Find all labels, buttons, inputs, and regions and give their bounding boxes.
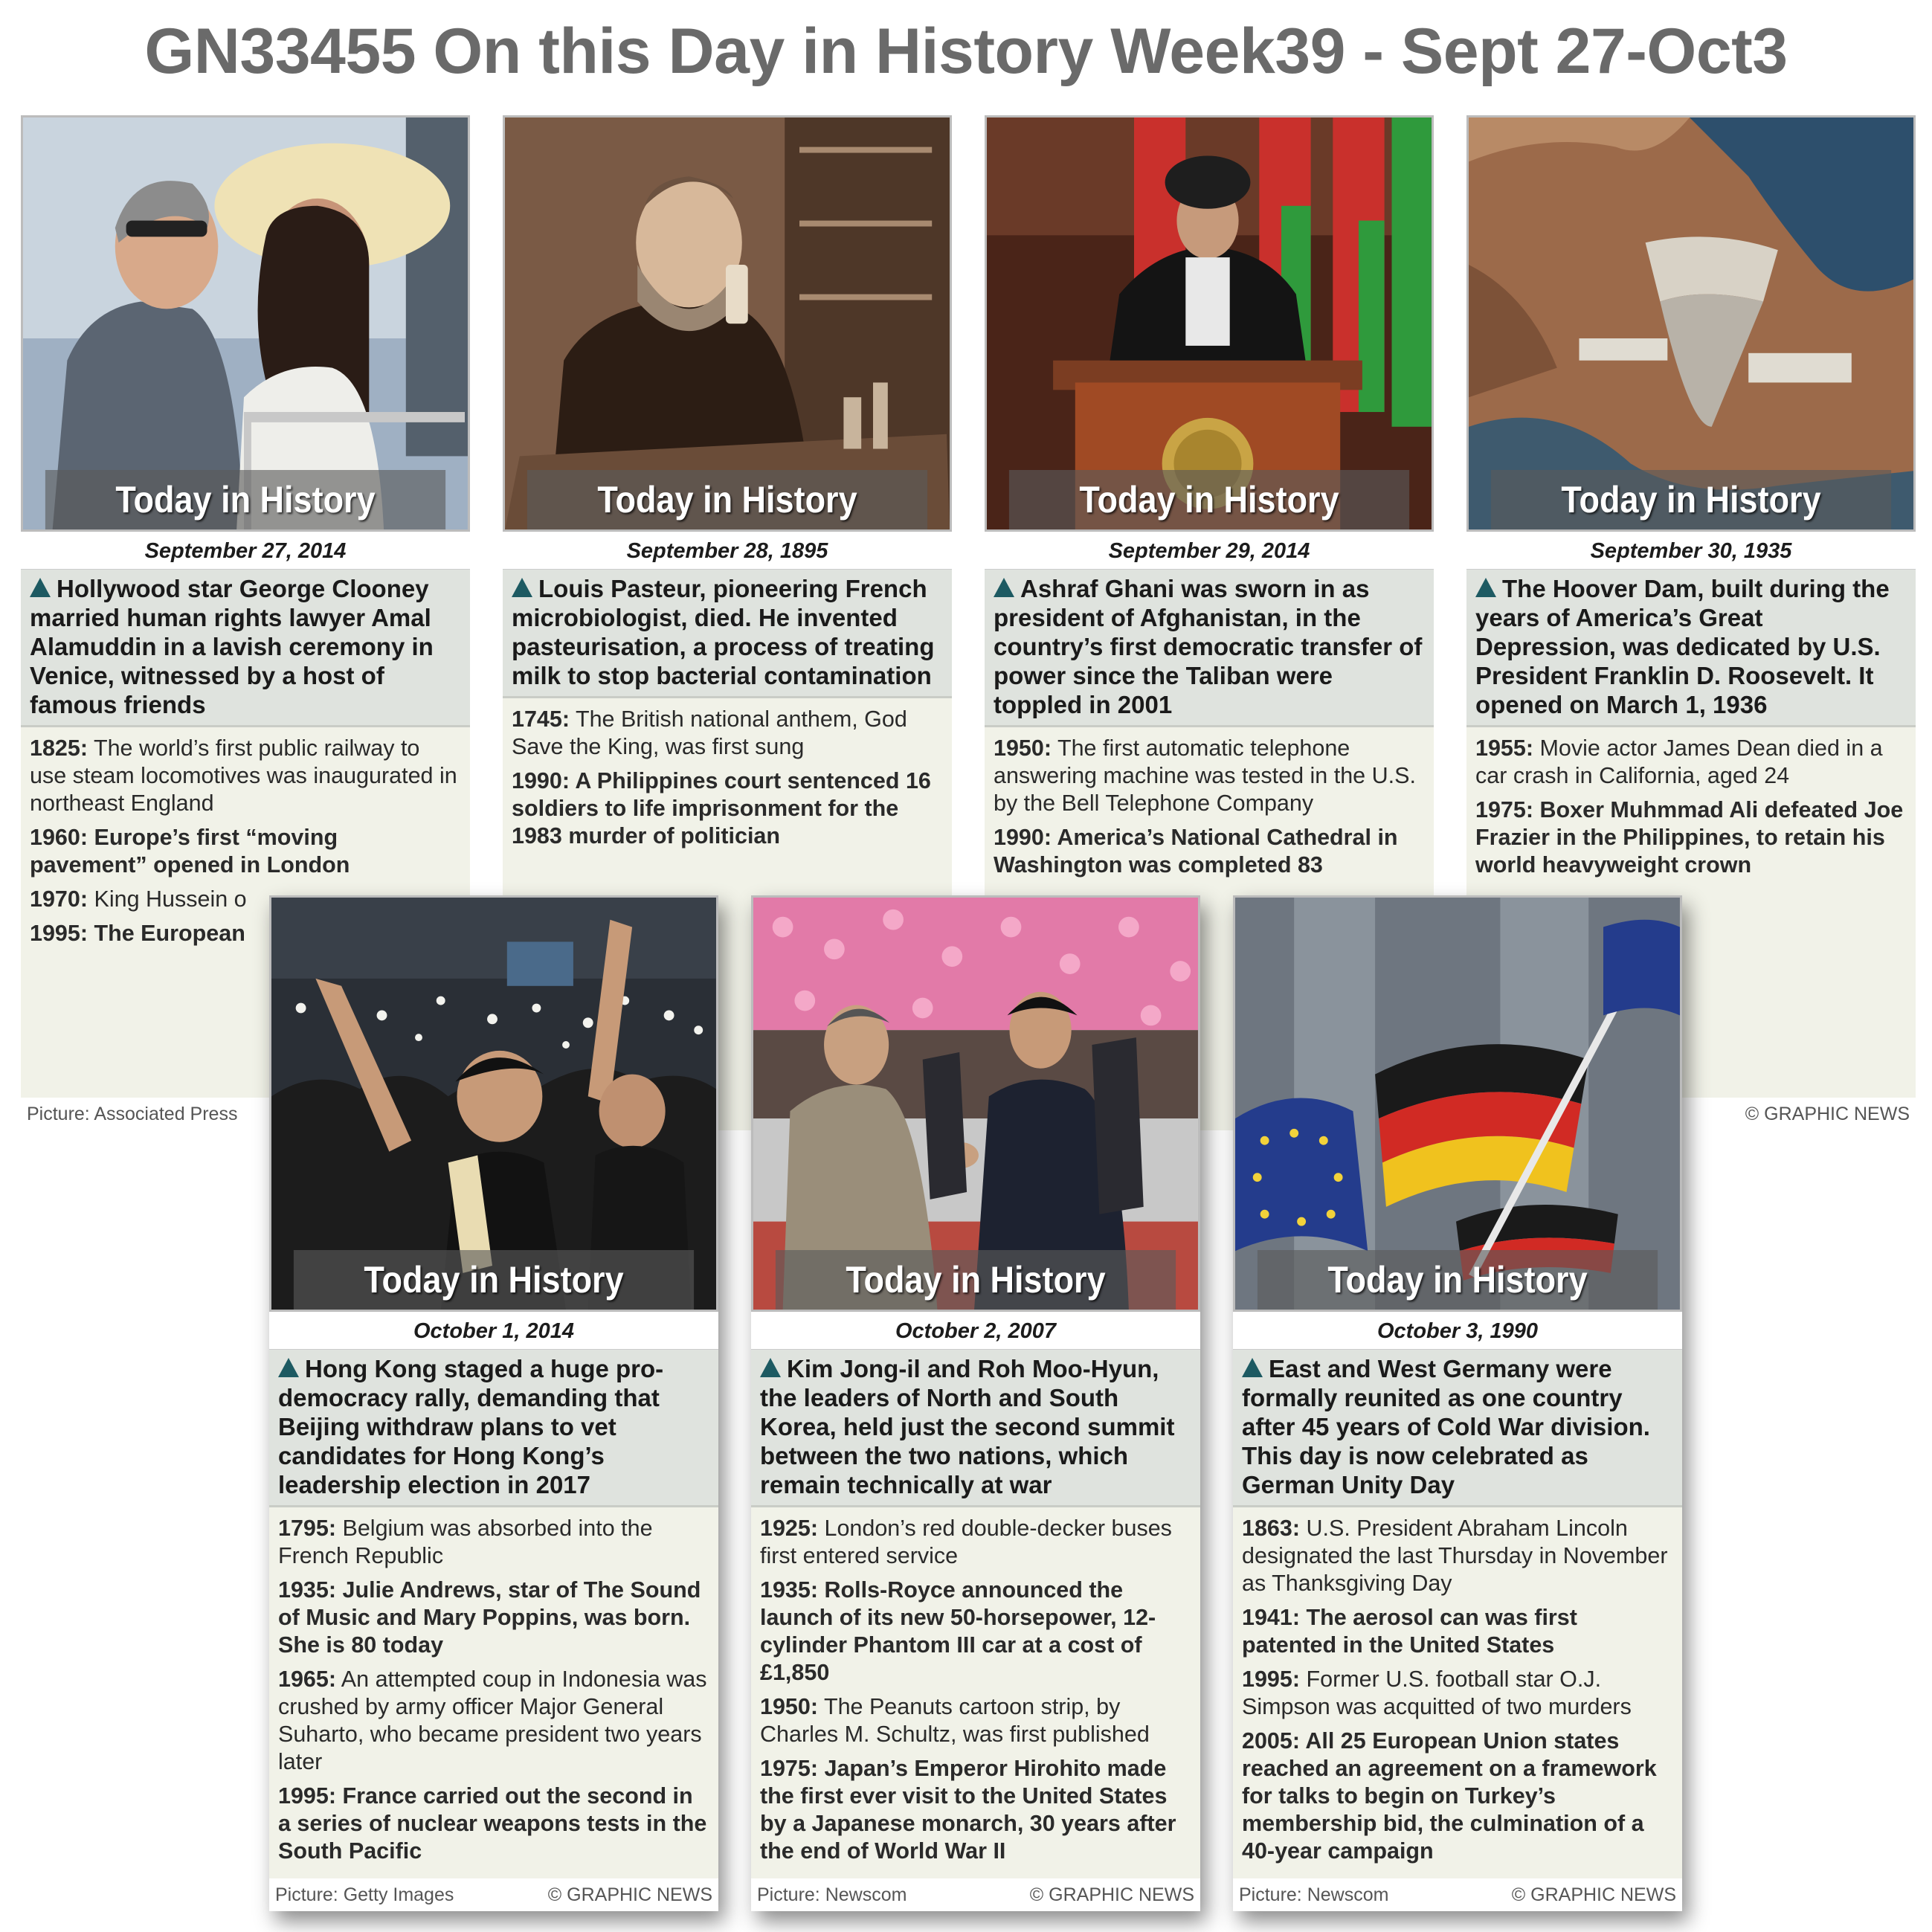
event-year: 2005: [1242, 1728, 1301, 1754]
event-year: 1990: [512, 768, 570, 793]
hoover-dam-photo-illustration [1469, 117, 1913, 529]
event-item [760, 1693, 1191, 1748]
card-lead-text: Hollywood star George Clooney married human rights lawyer Amal Alamuddin in a lavish ceremony in Venice, witnessed by a host of famous friends [30, 575, 434, 718]
event-year: 1995: [278, 1783, 337, 1809]
event-item [512, 767, 943, 850]
triangle-icon [994, 578, 1014, 597]
card-events [503, 698, 952, 861]
card-date: September 27, 2014 [21, 532, 470, 570]
card-lead-text: The Hoover Dam, built during the years of America’s Great Depression, was dedicated by U.S. President Franklin D. Roosevelt. It opened on March 1, 1936 [1475, 575, 1890, 718]
today-in-history-banner: Today in History [527, 470, 927, 529]
card-events [269, 1507, 718, 1876]
event-year: 1935: [760, 1577, 819, 1603]
event-year: 1935: [278, 1577, 337, 1603]
event-text: Rolls-Royce announced the launch of its new 50-horsepower, 12-cylinder Phantom III car at a cost of £1,850 [760, 1577, 1156, 1685]
event-year: 1745: [512, 706, 570, 732]
event-item [1242, 1604, 1673, 1659]
triangle-icon [1242, 1358, 1263, 1377]
copyright-notice: © GRAPHIC NEWS [1029, 1884, 1194, 1905]
history-card-oct1 [269, 895, 718, 1911]
korea-summit-photo-illustration [753, 898, 1198, 1310]
photo-louis-pasteur [503, 115, 952, 532]
event-year: 1955: [1475, 735, 1534, 761]
card-lead [21, 570, 470, 727]
triangle-icon [1475, 578, 1496, 597]
event-year: 1975: [1475, 797, 1534, 822]
event-item [1475, 735, 1907, 790]
card-credits [751, 1878, 1200, 1911]
card-lead-text: Kim Jong-il and Roh Moo-Hyun, the leaders of North and South Korea, held just the second summit between the two nations, which remain technically at war [760, 1355, 1175, 1498]
triangle-icon [278, 1358, 299, 1377]
event-year: 1925: [760, 1516, 819, 1541]
card-lead [269, 1350, 718, 1507]
event-item [278, 1666, 709, 1776]
event-text: The Peanuts cartoon strip, by Charles M. Schultz, was first published [760, 1694, 1150, 1747]
today-in-history-banner: Today in History [294, 1250, 694, 1310]
event-year: 1950: [760, 1694, 819, 1719]
history-card-oct3 [1233, 895, 1682, 1911]
event-text: All 25 European Union states reached an agreement on a framework for talks to begin on Turkey’s membership bid, the culmination of a 40-year campaign [1242, 1728, 1657, 1864]
card-lead-text: East and West Germany were formally reunited as one country after 45 years of Cold War division. This day is now celebrated as German Unity Day [1242, 1355, 1650, 1498]
event-item [760, 1577, 1191, 1687]
page-title: GN33455 On this Day in History Week39 - Sept 27-Oct3 [144, 16, 1788, 87]
card-lead-text: Ashraf Ghani was sworn in as president of Afghanistan, in the country’s first democratic transfer of power since the Taliban were toppled in 2001 [994, 575, 1423, 718]
event-text: France carried out the second in a series of nuclear weapons tests in the South Pacific [278, 1783, 707, 1864]
pasteur-photo-illustration [505, 117, 950, 529]
event-item [1242, 1727, 1673, 1865]
event-text: America’s National Cathedral in Washington was completed 83 [994, 825, 1398, 878]
event-item [760, 1755, 1191, 1865]
event-item [1242, 1515, 1673, 1597]
photo-hoover-dam [1466, 115, 1916, 532]
event-text: The aerosol can was first patented in the United States [1242, 1605, 1577, 1658]
event-year: 1825: [30, 735, 88, 761]
photo-korea-summit [751, 895, 1200, 1312]
copyright-notice: © GRAPHIC NEWS [1745, 1104, 1910, 1124]
today-in-history-banner: Today in History [776, 1250, 1176, 1310]
card-events [1233, 1507, 1682, 1876]
event-text: U.S. President Abraham Lincoln designated the last Thursday in November as Thanksgiving Day [1242, 1516, 1668, 1596]
card-events [985, 727, 1434, 890]
event-item [1242, 1666, 1673, 1721]
picture-credit: Picture: Associated Press [27, 1104, 238, 1124]
today-in-history-banner: Today in History [1491, 470, 1891, 529]
event-item [30, 735, 461, 817]
event-text: The world’s first public railway to use steam locomotives was inaugurated in northeast England [30, 735, 457, 816]
event-text: A Philippines court sentenced 16 soldiers to life imprisonment for the 1983 murder of politician [512, 768, 931, 849]
photo-german-unity [1233, 895, 1682, 1312]
event-year: 1795: [278, 1516, 337, 1541]
event-year: 1970: [30, 886, 88, 912]
event-year: 1950: [994, 735, 1052, 761]
card-lead [1233, 1350, 1682, 1507]
event-item [1475, 796, 1907, 879]
picture-credit: Picture: Newscom [1239, 1884, 1389, 1905]
event-year: 1960: [30, 825, 88, 850]
event-item [278, 1577, 709, 1659]
event-year: 1995: [1242, 1667, 1301, 1692]
card-date: September 30, 1935 [1466, 532, 1916, 570]
today-in-history-banner: Today in History [1258, 1250, 1658, 1310]
event-text: Europe’s first “moving pavement” opened in London [30, 825, 350, 878]
history-card-oct2 [751, 895, 1200, 1911]
picture-credit: Picture: Getty Images [275, 1884, 454, 1905]
card-lead-text: Louis Pasteur, pioneering French microbiologist, died. He invented pasteurisation, a process of treating milk to stop bacterial contamination [512, 575, 935, 689]
triangle-icon [30, 578, 51, 597]
event-text: Movie actor James Dean died in a car crash in California, aged 24 [1475, 735, 1883, 788]
event-text: King Hussein o [88, 886, 247, 912]
event-text: The British national anthem, God Save the King, was first sung [512, 706, 907, 759]
photo-hong-kong-rally [269, 895, 718, 1312]
event-item [994, 824, 1425, 879]
today-in-history-banner: Today in History [1009, 470, 1409, 529]
event-text: Former U.S. football star O.J. Simpson was acquitted of two murders [1242, 1667, 1632, 1719]
hong-kong-rally-photo-illustration [271, 898, 716, 1310]
event-year: 1975: [760, 1756, 819, 1781]
card-date: September 29, 2014 [985, 532, 1434, 570]
card-events [1466, 727, 1916, 890]
triangle-icon [760, 1358, 781, 1377]
event-text: Japan’s Emperor Hirohito made the first ever visit to the United States by a Japanese monarch, 30 years after the end of World War II [760, 1756, 1176, 1864]
event-item [278, 1515, 709, 1570]
card-date: October 3, 1990 [1233, 1312, 1682, 1350]
ghani-photo-illustration [987, 117, 1432, 529]
card-lead [503, 570, 952, 698]
event-text: The European [88, 921, 245, 946]
copyright-notice: © GRAPHIC NEWS [547, 1884, 712, 1905]
event-text: An attempted coup in Indonesia was crushed by army officer Major General Suharto, who became president two years later [278, 1667, 707, 1774]
card-lead-text: Hong Kong staged a huge pro-democracy rally, demanding that Beijing withdraw plans to vet candidates for Hong Kong’s leadership election in 2017 [278, 1355, 664, 1498]
card-credits [1233, 1878, 1682, 1911]
event-year: 1990: [994, 825, 1052, 850]
today-in-history-banner: Today in History [45, 470, 445, 529]
event-text: Boxer Muhmmad Ali defeated Joe Frazier in the Philippines, to retain his world heavyweight crown [1475, 797, 1904, 878]
card-date: October 2, 2007 [751, 1312, 1200, 1350]
card-lead [751, 1350, 1200, 1507]
event-item [512, 706, 943, 761]
event-item [994, 735, 1425, 817]
card-events [751, 1507, 1200, 1876]
event-item [30, 824, 461, 879]
card-lead [985, 570, 1434, 727]
event-text: Belgium was absorbed into the French Republic [278, 1516, 653, 1568]
event-item [278, 1783, 709, 1865]
event-text: Julie Andrews, star of The Sound of Music and Mary Poppins, was born. She is 80 today [278, 1577, 701, 1658]
german-flag-photo-illustration [1235, 898, 1680, 1310]
event-year: 1941: [1242, 1605, 1301, 1630]
event-year: 1965: [278, 1667, 337, 1692]
card-date: October 1, 2014 [269, 1312, 718, 1350]
event-year: 1863: [1242, 1516, 1301, 1541]
card-credits [269, 1878, 718, 1911]
picture-credit: Picture: Newscom [757, 1884, 907, 1905]
event-item [760, 1515, 1191, 1570]
card-lead [1466, 570, 1916, 727]
event-text: The first automatic telephone answering machine was tested in the U.S. by the Bell Telephone Company [994, 735, 1416, 816]
event-text: London’s red double-decker buses first entered service [760, 1516, 1172, 1568]
card-date: September 28, 1895 [503, 532, 952, 570]
event-year: 1995: [30, 921, 88, 946]
triangle-icon [512, 578, 532, 597]
photo-ashraf-ghani [985, 115, 1434, 532]
photo-clooney-wedding [21, 115, 470, 532]
copyright-notice: © GRAPHIC NEWS [1511, 1884, 1676, 1905]
wedding-photo-illustration [23, 117, 468, 529]
